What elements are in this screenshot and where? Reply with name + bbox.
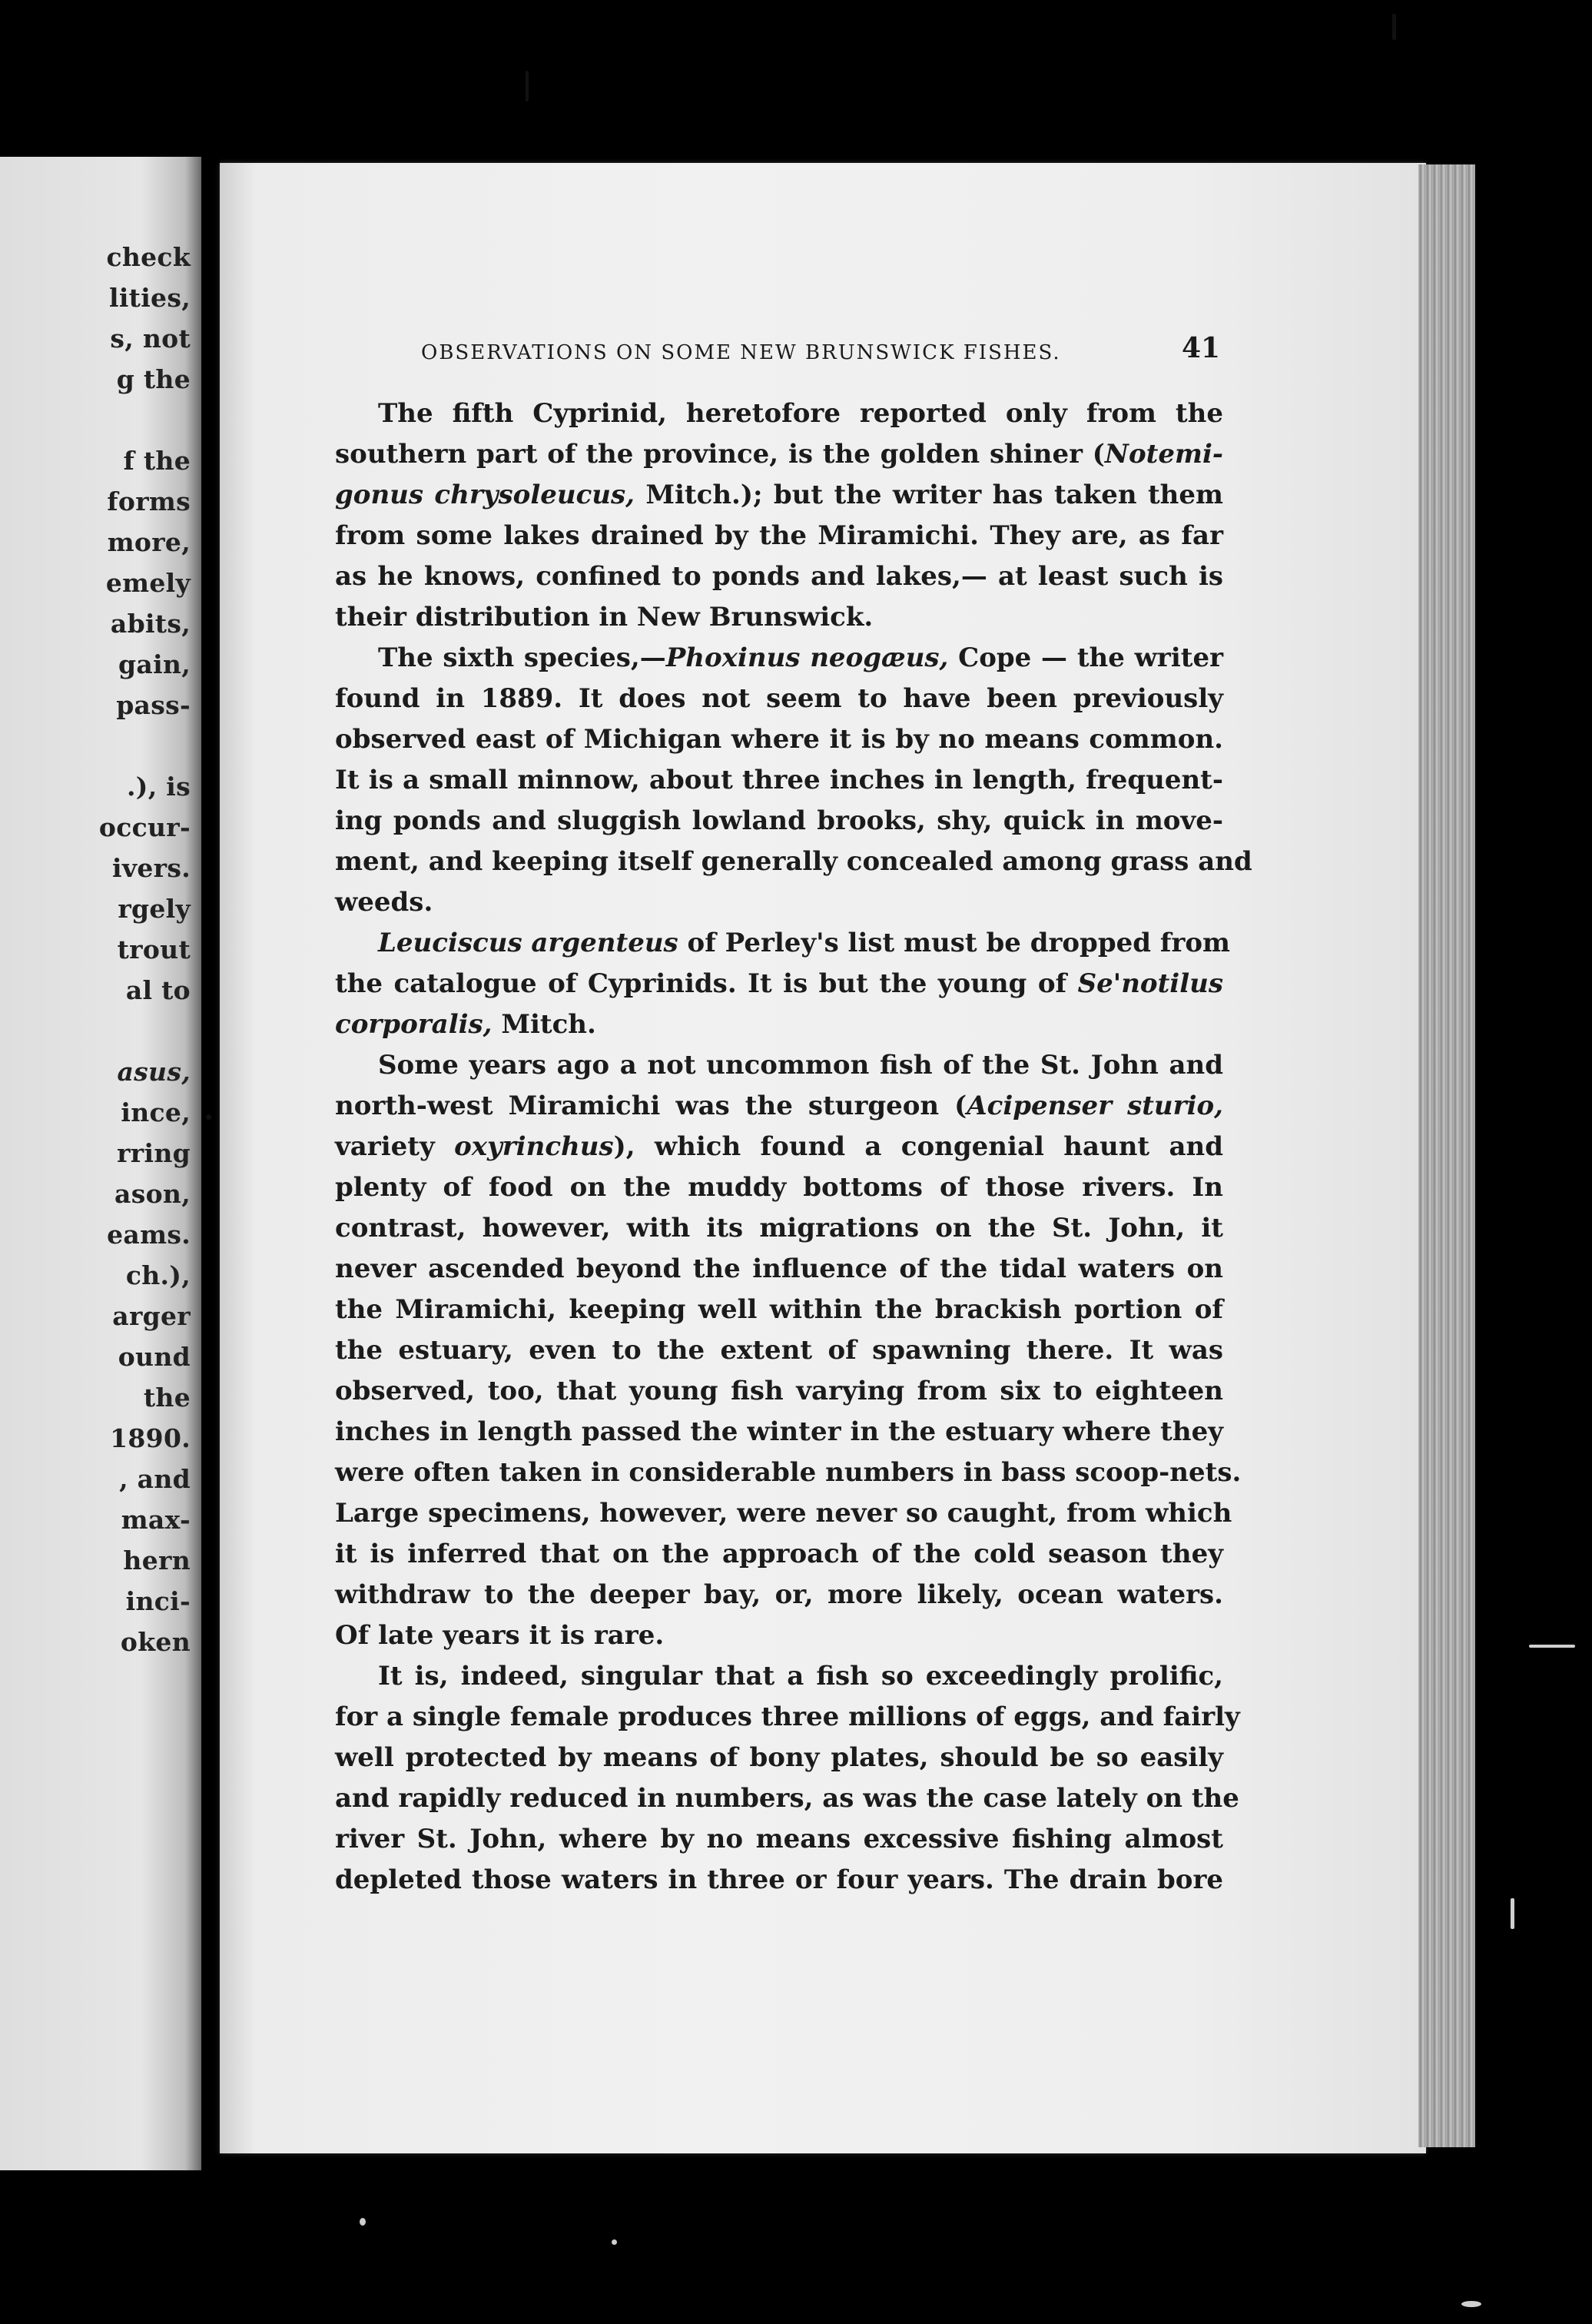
text-line <box>335 882 1223 923</box>
text-run: Large specimens, however, were never so caught, from which <box>335 1498 1232 1529</box>
text-line <box>335 1860 1223 1901</box>
text-line <box>335 1615 1223 1656</box>
text-line <box>335 1819 1223 1860</box>
left-page-line: max- <box>121 1505 191 1535</box>
text-run: Mitch.); but the writer has taken them <box>635 480 1223 510</box>
left-page-line: emely <box>105 568 191 598</box>
text-line <box>335 1738 1223 1778</box>
text-line <box>335 1208 1223 1249</box>
text-line <box>335 556 1223 597</box>
body-text <box>335 393 1252 1901</box>
text-line <box>335 1452 1242 1493</box>
left-page-line: lities, <box>108 283 191 313</box>
text-line <box>335 1412 1223 1452</box>
left-page-line: 1890. <box>110 1423 191 1453</box>
left-page-line: check <box>106 242 191 272</box>
italic-text: corporalis, <box>335 1009 493 1040</box>
scan-speck <box>612 2239 617 2245</box>
left-page-line: forms <box>107 486 191 516</box>
left-page-line: gain, <box>118 649 191 679</box>
left-page-line: al to <box>125 975 191 1005</box>
scan-speck <box>1529 1645 1575 1648</box>
text-line <box>335 801 1223 842</box>
text-line <box>335 1127 1223 1167</box>
left-page-line: rgely <box>118 894 191 924</box>
text-line <box>335 516 1223 556</box>
left-page-line: ound <box>118 1342 191 1372</box>
text-run: ing ponds and sluggish lowland brooks, shy, quick in move- <box>335 805 1223 836</box>
italic-text: Leuciscus argenteus <box>378 928 678 958</box>
text-line <box>335 1575 1223 1615</box>
scan-speck <box>1461 2301 1481 2307</box>
scan-speck <box>526 71 529 101</box>
text-run: The fifth Cyprinid, heretofore reported only from the <box>378 398 1223 429</box>
left-page-line: eams. <box>107 1220 191 1250</box>
left-page-line: arger <box>112 1301 191 1331</box>
text-run: found in 1889. It does not seem to have been previously <box>335 683 1223 714</box>
text-line <box>335 1290 1223 1330</box>
left-page-line: .), is <box>127 772 191 802</box>
text-run: the catalogue of Cyprinids. It is but the young of <box>335 968 1078 999</box>
text-run: contrast, however, with its migrations on the St. John, it <box>335 1213 1223 1243</box>
text-run: Mitch. <box>492 1009 596 1040</box>
left-page-line: asus, <box>117 1057 191 1087</box>
text-run: their distribution in New Brunswick. <box>335 602 874 632</box>
left-page-line: rring <box>117 1138 191 1168</box>
left-page-line: the <box>143 1383 191 1413</box>
text-run: It is a small minnow, about three inches in length, frequent- <box>335 765 1223 795</box>
text-line <box>335 1493 1232 1534</box>
left-page-line: ason, <box>114 1179 191 1209</box>
text-line <box>335 434 1223 475</box>
text-run: weeds. <box>335 887 433 918</box>
left-page-line: pass- <box>116 690 191 720</box>
text-line <box>335 1045 1223 1086</box>
left-page-line: hern <box>123 1545 191 1575</box>
left-page-line: g the <box>116 364 191 394</box>
text-run: withdraw to the deeper bay, or, more likely, ocean waters. <box>335 1579 1223 1610</box>
text-run: observed east of Michigan where it is by no means common. <box>335 724 1223 755</box>
text-run: southern part of the province, is the golden shiner ( <box>335 439 1105 470</box>
italic-text: Acipenser sturio, <box>967 1091 1223 1121</box>
text-run: ), which found a congenial haunt and <box>613 1131 1223 1162</box>
left-page-line: oken <box>120 1627 191 1657</box>
text-run: depleted those waters in three or four years. The drain bore <box>335 1864 1223 1895</box>
text-run: were often taken in considerable numbers in bass scoop-nets. <box>335 1457 1242 1488</box>
italic-text: Se'notilus <box>1077 968 1223 999</box>
text-line <box>335 393 1223 434</box>
text-line <box>335 1371 1223 1412</box>
text-run: It is, indeed, singular that a fish so exceedingly prolific, <box>378 1661 1223 1692</box>
text-run: as he knows, confined to ponds and lakes,— at least such is <box>335 561 1223 592</box>
text-run: The sixth species,— <box>378 642 666 673</box>
text-line <box>335 719 1223 760</box>
scan-speck <box>360 2218 366 2226</box>
text-run: it is inferred that on the approach of the cold season they <box>335 1539 1223 1569</box>
text-run: the Miramichi, keeping well within the brackish portion of <box>335 1294 1223 1325</box>
text-run: well protected by means of bony plates, should be so easily <box>335 1742 1223 1773</box>
text-run: Some years ago a not uncommon fish of the St. John and <box>378 1050 1223 1081</box>
left-page-line: trout <box>117 935 191 964</box>
text-run: inches in length passed the winter in the estuary where they <box>335 1416 1223 1447</box>
text-line <box>335 1249 1223 1290</box>
left-page-line: , and <box>119 1464 191 1494</box>
page-number: 41 <box>1182 332 1221 364</box>
left-page-line: ivers. <box>112 853 191 883</box>
italic-text: Notemi- <box>1104 439 1223 470</box>
text-line <box>335 1167 1223 1208</box>
left-page-fragment <box>0 157 201 2170</box>
scan-speck <box>1511 1898 1514 1929</box>
text-line <box>335 1778 1239 1819</box>
text-line <box>335 923 1231 964</box>
text-run: Cope — the writer <box>948 642 1223 673</box>
left-page-line: f the <box>123 446 191 476</box>
text-line <box>335 638 1223 679</box>
page-edges <box>1418 164 1475 2147</box>
left-page-line: ch.), <box>125 1260 191 1290</box>
text-line <box>335 679 1223 719</box>
text-run: from some lakes drained by the Miramichi. They are, as far <box>335 520 1223 551</box>
text-line <box>335 1697 1240 1738</box>
text-line <box>335 475 1223 516</box>
scan-speck <box>1392 14 1396 40</box>
left-page-line: occur- <box>98 812 191 842</box>
left-page-line: more, <box>107 527 191 557</box>
text-run: variety <box>335 1131 455 1162</box>
text-run: and rapidly reduced in numbers, as was the case lately on the <box>335 1783 1239 1814</box>
text-run: ment, and keeping itself generally concealed among grass and <box>335 846 1252 877</box>
text-run: Of late years it is rare. <box>335 1620 665 1651</box>
text-run: of Perley's list must be dropped from <box>678 928 1231 958</box>
text-line <box>335 1004 1223 1045</box>
text-run: never ascended beyond the influence of the tidal waters on <box>335 1253 1223 1284</box>
text-run: river St. John, where by no means excessive fishing almost <box>335 1824 1223 1854</box>
text-line <box>335 964 1223 1004</box>
text-run: observed, too, that young fish varying from six to eighteen <box>335 1376 1223 1406</box>
text-line <box>335 760 1223 801</box>
text-line <box>335 842 1252 882</box>
text-run: north-west Miramichi was the sturgeon ( <box>335 1091 967 1121</box>
left-page-line: inci- <box>125 1586 191 1616</box>
text-line <box>335 1656 1223 1697</box>
left-page-line: s, not <box>110 324 191 354</box>
text-line <box>335 1086 1223 1127</box>
italic-text: Phoxinus neogæus, <box>665 642 949 673</box>
scan-speck <box>206 1114 211 1120</box>
left-page-line: abits, <box>110 609 191 639</box>
text-run: for a single female produces three millions of eggs, and fairly <box>335 1702 1240 1732</box>
text-line <box>335 1330 1223 1371</box>
left-page-line: ince, <box>121 1097 191 1127</box>
text-run: plenty of food on the muddy bottoms of those rivers. In <box>335 1172 1223 1203</box>
italic-text: oxyrinchus <box>454 1131 614 1162</box>
text-line <box>335 1534 1223 1575</box>
italic-text: gonus chrysoleucus, <box>335 480 635 510</box>
running-head: OBSERVATIONS ON SOME NEW BRUNSWICK FISHES. <box>421 341 1061 364</box>
text-run: the estuary, even to the extent of spawning there. It was <box>335 1335 1223 1366</box>
text-line <box>335 597 1223 638</box>
